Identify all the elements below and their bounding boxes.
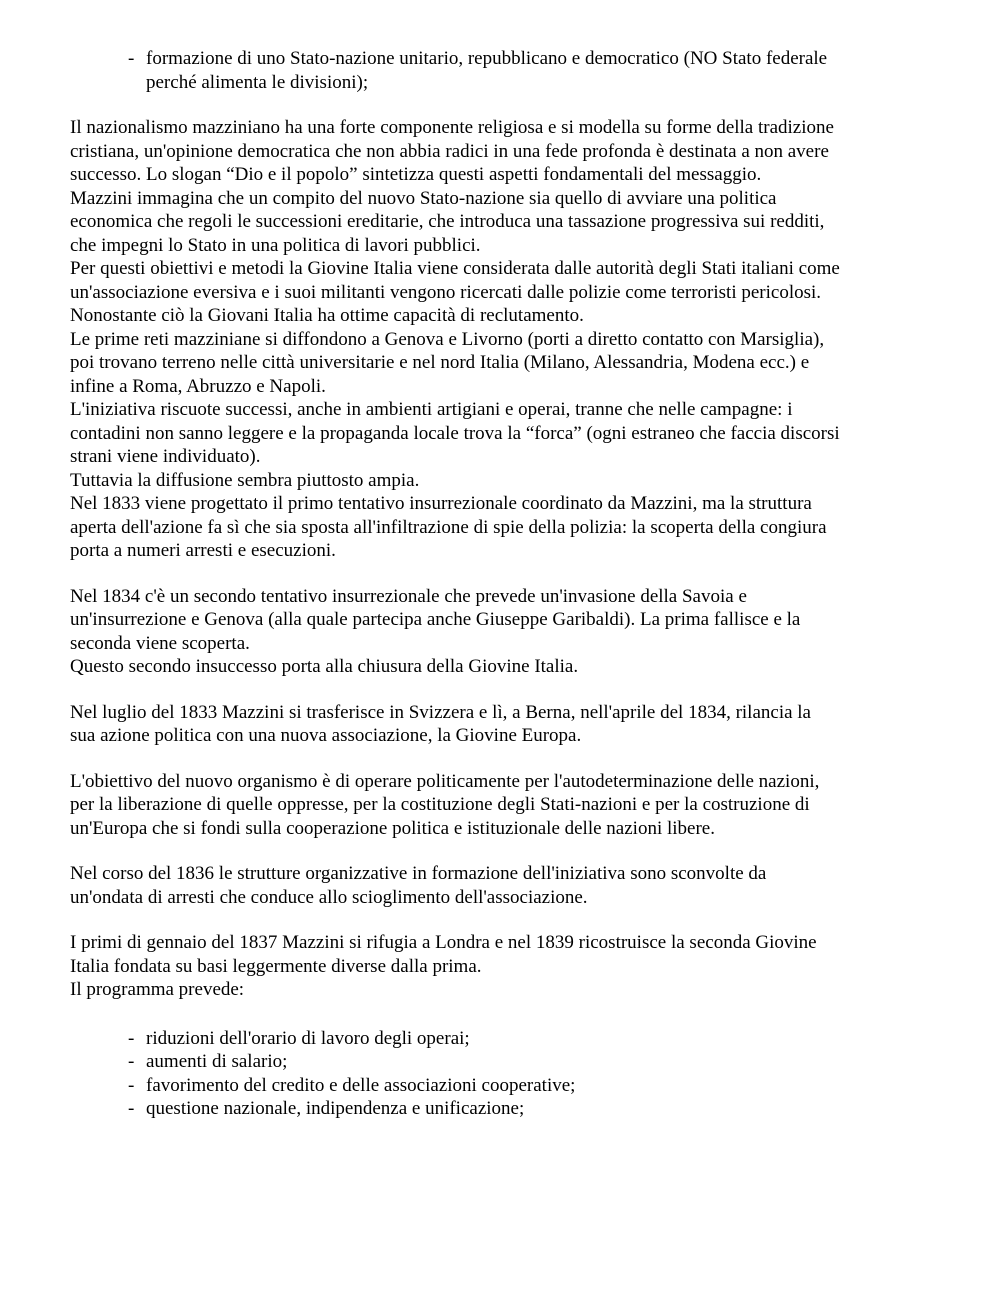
text-line: Il programma prevede:	[70, 979, 245, 1000]
paragraph-gap	[70, 748, 950, 770]
paragraph-mazzinian-nationalism	[70, 116, 950, 563]
text-line: economica che regoli le successioni ereditarie, che introduca una tassazione progressiva sui redditi,	[70, 211, 825, 232]
program-bullet-list	[70, 1027, 950, 1121]
text-line: Per questi obiettivi e metodi la Giovine Italia viene considerata dalle autorità degli Stati italiani come	[70, 258, 840, 279]
list-item	[70, 1074, 950, 1098]
text-line: cristiana, un'opinione democratica che non abbia radici in una fede profonda è destinata a non avere	[70, 140, 829, 162]
paragraph-second-attempt	[70, 585, 950, 679]
text-line: aperta dell'azione fa sì che sia sposta all'infiltrazione di spie della polizia: la scoperta della congiura	[70, 516, 827, 538]
text-line: porta a numeri arresti e esecuzioni.	[70, 540, 336, 561]
text-line: un'ondata di arresti che conduce allo scioglimento dell'associazione.	[70, 886, 588, 908]
text-line: infine a Roma, Abruzzo e Napoli.	[70, 375, 326, 397]
paragraph-gap	[70, 563, 950, 585]
list-item-text: favorimento del credito e delle associazioni cooperative;	[146, 1074, 576, 1096]
text-line: L'iniziativa riscuote successi, anche in ambienti artigiani e operai, tranne che nelle campagne: i	[70, 399, 793, 420]
bullet-dash: -	[128, 1051, 135, 1072]
paragraph-giovine-europa	[70, 701, 950, 748]
text-line: Nel 1833 viene progettato il primo tentativo insurrezionale coordinato da Mazzini, ma la struttura	[70, 493, 812, 514]
list-item	[70, 1097, 950, 1121]
bullet-dash: -	[128, 48, 135, 69]
text-line: un'associazione eversiva e i suoi militanti vengono ricercati dalle polizie come terroristi pericolosi.	[70, 281, 822, 303]
text-line: sua azione politica con una nuova associazione, la Giovine Europa.	[70, 725, 582, 746]
text-line: Tuttavia la diffusione sembra piuttosto ampia.	[70, 469, 420, 491]
top-bullet-list	[70, 47, 950, 94]
text-line: Mazzini immagina che un compito del nuovo Stato-nazione sia quello di avviare una politica	[70, 187, 777, 209]
list-item	[70, 1050, 950, 1074]
text-line: un'Europa che si fondi sulla cooperazione politica e istituzionale delle nazioni libere.	[70, 817, 715, 839]
text-line: strani viene individuato).	[70, 446, 261, 467]
text-line: L'obiettivo del nuovo organismo è di operare politicamente per l'autodeterminazione delle nazioni,	[70, 770, 820, 792]
text-line: che impegni lo Stato in una politica di lavori pubblici.	[70, 234, 481, 256]
text-line: perché alimenta le divisioni);	[146, 71, 369, 93]
text-line: Le prime reti mazziniane si diffondono a Genova e Livorno (porti a diretto contatto con Marsiglia),	[70, 328, 825, 350]
text-line: Nonostante ciò la Giovani Italia ha ottime capacità di reclutamento.	[70, 305, 584, 326]
text-line: Nel 1834 c'è un secondo tentativo insurrezionale che prevede un'invasione della Savoia e	[70, 585, 747, 607]
text-line: I primi di gennaio del 1837 Mazzini si rifugia a Londra e nel 1839 ricostruisce la seconda Giovine	[70, 932, 817, 953]
text-line: poi trovano terreno nelle città universitarie e nel nord Italia (Milano, Alessandria, Modena ecc.) e	[70, 352, 810, 373]
text-line: Nel corso del 1836 le strutture organizzative in formazione dell'iniziativa sono sconvolte da	[70, 863, 767, 884]
text-line: un'insurrezione e Genova (alla quale partecipa anche Giuseppe Garibaldi). La prima fallisce e la	[70, 609, 801, 630]
paragraph-gap	[70, 840, 950, 862]
text-line: Italia fondata su basi leggermente diverse dalla prima.	[70, 955, 482, 977]
list-item	[70, 47, 950, 94]
list-item-text: aumenti di salario;	[146, 1051, 288, 1072]
text-line: Il nazionalismo mazziniano ha una forte componente religiosa e si modella su forme della tradizione	[70, 117, 834, 138]
bullet-dash: -	[128, 1074, 135, 1096]
list-item-text: riduzioni dell'orario di lavoro degli operai;	[146, 1027, 470, 1049]
list-item	[70, 1027, 950, 1051]
text-line: seconda viene scoperta.	[70, 632, 250, 654]
paragraph-gap	[70, 1002, 950, 1027]
bullet-dash: -	[128, 1098, 135, 1119]
paragraph-gap	[70, 909, 950, 931]
paragraph-london	[70, 931, 950, 1002]
paragraph-gap	[70, 679, 950, 701]
list-item-text: questione nazionale, indipendenza e unificazione;	[146, 1098, 525, 1119]
document-page	[70, 47, 950, 1121]
text-line: formazione di uno Stato-nazione unitario, repubblicano e democratico (NO Stato federale	[146, 48, 828, 69]
bullet-dash: -	[128, 1027, 135, 1049]
text-line: contadini non sanno leggere e la propaganda locale trova la “forca” (ogni estraneo che faccia discorsi	[70, 422, 840, 444]
paragraph-gap	[70, 94, 950, 116]
text-line: Nel luglio del 1833 Mazzini si trasferisce in Svizzera e lì, a Berna, nell'aprile del 1834, rilancia la	[70, 701, 811, 723]
text-line: Questo secondo insuccesso porta alla chiusura della Giovine Italia.	[70, 656, 579, 677]
paragraph-objective	[70, 770, 950, 841]
paragraph-1836-arrests	[70, 862, 950, 909]
text-line: successo. Lo slogan “Dio e il popolo” sintetizza questi aspetti fondamentali del messaggio.	[70, 164, 762, 185]
text-line: per la liberazione di quelle oppresse, per la costituzione degli Stati-nazioni e per la costruzione di	[70, 794, 810, 815]
